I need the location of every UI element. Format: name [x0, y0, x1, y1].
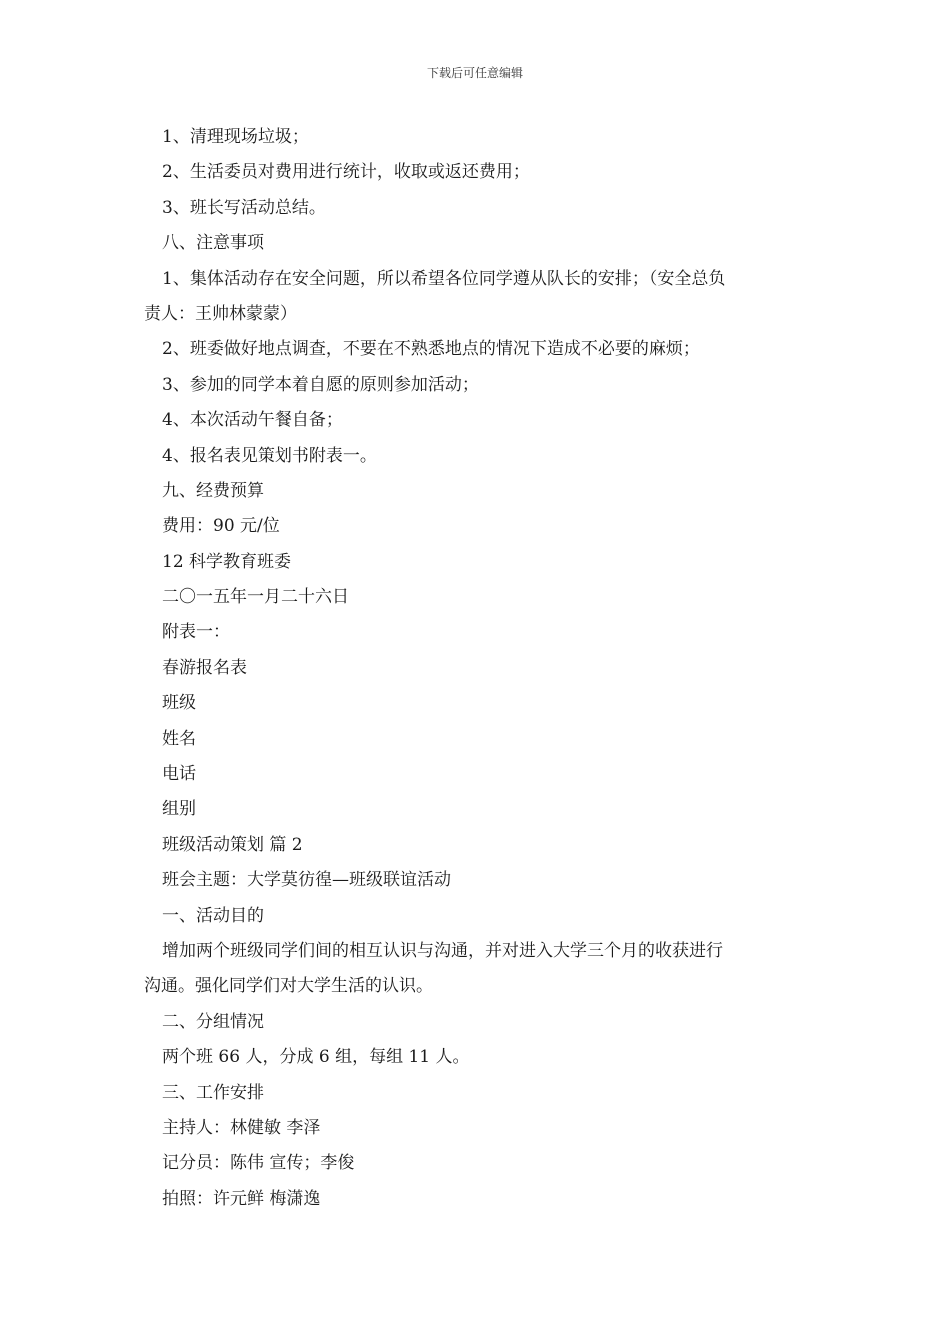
text-line: 电话: [162, 764, 196, 785]
section-heading: 九、经费预算: [162, 480, 264, 501]
text-line: 组别: [162, 799, 196, 820]
text-line-continued: 责人：王帅林蒙蒙）: [144, 303, 297, 324]
text-line: 4、本次活动午餐自备；: [162, 410, 343, 431]
section-heading: 二、分组情况: [162, 1011, 264, 1032]
text-line: 12 科学教育班委: [162, 551, 292, 572]
text-line: 2、班委做好地点调查，不要在不熟悉地点的情况下造成不必要的麻烦；: [162, 339, 700, 360]
text-line: 记分员：陈伟 宣传；李俊: [162, 1153, 355, 1174]
document-body: [144, 120, 808, 1217]
text-line: 增加两个班级同学们间的相互认识与沟通，并对进入大学三个月的收获进行: [162, 940, 723, 961]
text-line: 班会主题：大学莫彷徨—班级联谊活动: [162, 870, 451, 891]
section-heading: 八、注意事项: [162, 233, 264, 254]
text-line: 2、生活委员对费用进行统计，收取或返还费用；: [162, 162, 530, 183]
text-line: 附表一：: [162, 622, 230, 643]
page-header-note: 下载后可任意编辑: [426, 66, 523, 80]
text-line: 二〇一五年一月二十六日: [162, 587, 349, 608]
text-line: 姓名: [162, 728, 196, 749]
text-line: 春游报名表: [162, 657, 247, 678]
text-line: 费用：90 元/位: [162, 516, 280, 537]
section-heading: 班级活动策划 篇 2: [162, 834, 303, 855]
text-line: 两个班 66 人，分成 6 组，每组 11 人。: [162, 1047, 470, 1068]
text-line: 4、报名表见策划书附表一。: [162, 445, 377, 466]
text-line: 3、参加的同学本着自愿的原则参加活动；: [162, 374, 479, 395]
section-heading: 三、工作安排: [162, 1082, 264, 1103]
text-line: 1、集体活动存在安全问题，所以希望各位同学遵从队长的安排；（安全总负: [162, 268, 726, 289]
text-line: 1、清理现场垃圾；: [162, 127, 309, 147]
text-line: 3、班长写活动总结。: [162, 197, 326, 218]
text-line: 拍照：许元鲜 梅潇逸: [162, 1188, 321, 1209]
text-line-continued: 沟通。强化同学们对大学生活的认识。: [144, 976, 433, 997]
text-line: 主持人：林健敏 李泽: [162, 1117, 321, 1138]
text-line: 班级: [162, 693, 196, 714]
section-heading: 一、活动目的: [162, 905, 264, 926]
